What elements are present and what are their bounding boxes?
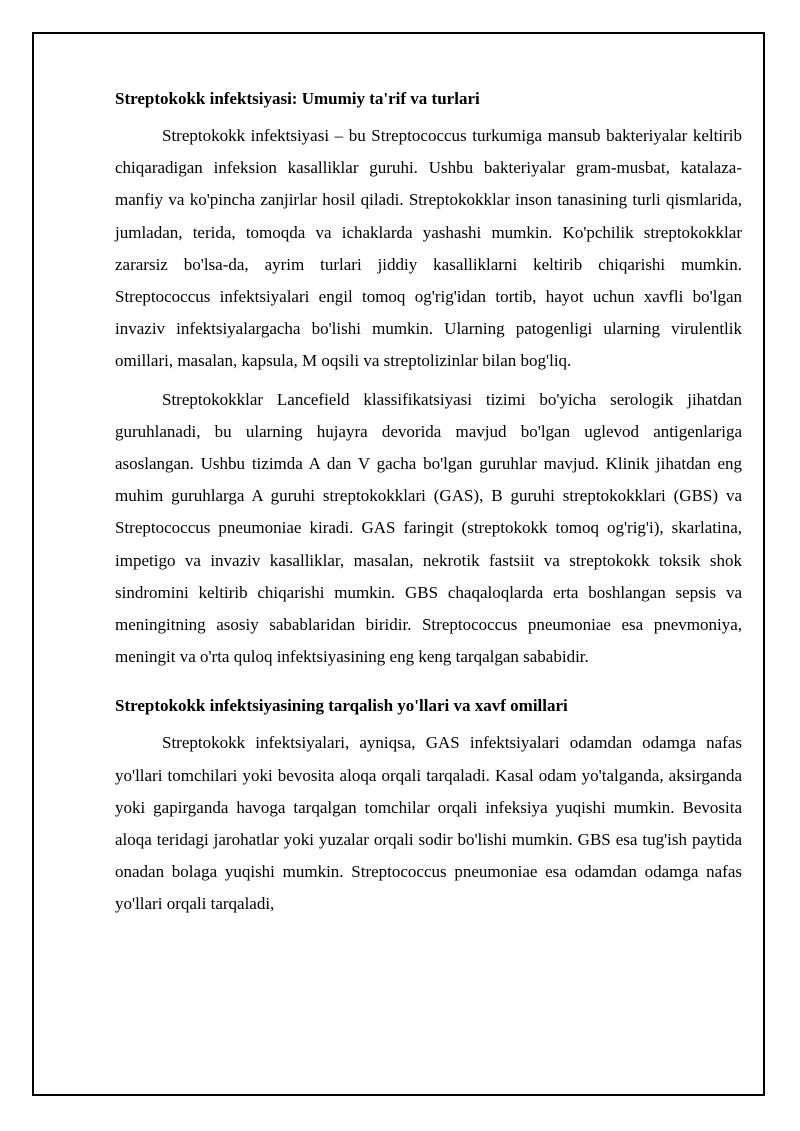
paragraph-definition: Streptokokk infektsiyasi – bu Streptococcus turkumiga mansub bakteriyalar keltirib chiqaradigan infeksion kasalliklar guruhi. Ushbu bakteriyalar gram-musbat, katalaza-manfiy va ko'pincha zanjirlar hosil qiladi. Streptokokklar inson tanasining turli qismlarida, jumladan, terida, tomoqda va ichaklarda yashashi mumkin. Ko'pchilik streptokokklar zararsiz bo'lsa-da, ayrim turlari jiddiy kasalliklarni keltirib chiqarishi mumkin. Streptococcus infektsiyalari engil tomoq og'rig'idan tortib, hayot uchun xavfli bo'lgan invaziv infektsiyalargacha bo'lishi mumkin. Ularning patogenligi ularning virulentlik omillari, masalan, kapsula, M oqsili va streptolizinlar bilan bog'liq. — [115, 126, 742, 371]
section-heading-transmission: Streptokokk infektsiyasining tarqalish yo'llari va xavf omillari — [115, 696, 568, 716]
paragraph-transmission: Streptokokk infektsiyalari, ayniqsa, GAS infektsiyalari odamdan odamga nafas yo'llari tomchilari yoki bevosita aloqa orqali tarqaladi. Kasal odam yo'talganda, aksirganda yoki gapirganda havoga tarqalgan tomchilar orqali infeksiya yuqishi mumkin. Bevosita aloqa teridagi jarohatlar yoki yuzalar orqali sodir bo'lishi mumkin. GBS esa tug'ish paytida onadan bolaga yuqishi mumkin. Streptococcus pneumoniae esa odamdan odamga nafas yo'llari orqali tarqaladi, — [115, 733, 742, 914]
document-body — [115, 84, 742, 927]
paragraph-lancefield: Streptokokklar Lancefield klassifikatsiyasi tizimi bo'yicha serologik jihatdan guruhlanadi, bu ularning hujayra devorida mavjud bo'lgan uglevod antigenlariga asoslangan. Ushbu tizimda A dan V gacha bo'lgan guruhlar mavjud. Klinik jihatdan eng muhim guruhlarga A guruhi streptokokklari (GAS), B guruhi streptokokklari (GBS) va Streptococcus pneumoniae kiradi. GAS faringit (streptokokk tomoq og'rig'i), skarlatina, impetigo va invaziv kasalliklar, masalan, nekrotik fastsiit va streptokokk toksik shok sindromini keltirib chiqarishi mumkin. GBS chaqaloqlarda erta boshlangan sepsis va meningitning asosiy sabablaridan biridir. Streptococcus pneumoniae esa pnevmoniya, meningit va o'rta quloq infektsiyasining eng keng tarqalgan sababidir. — [115, 389, 742, 667]
section-heading-general: Streptokokk infektsiyasi: Umumiy ta'rif va turlari — [115, 89, 480, 108]
